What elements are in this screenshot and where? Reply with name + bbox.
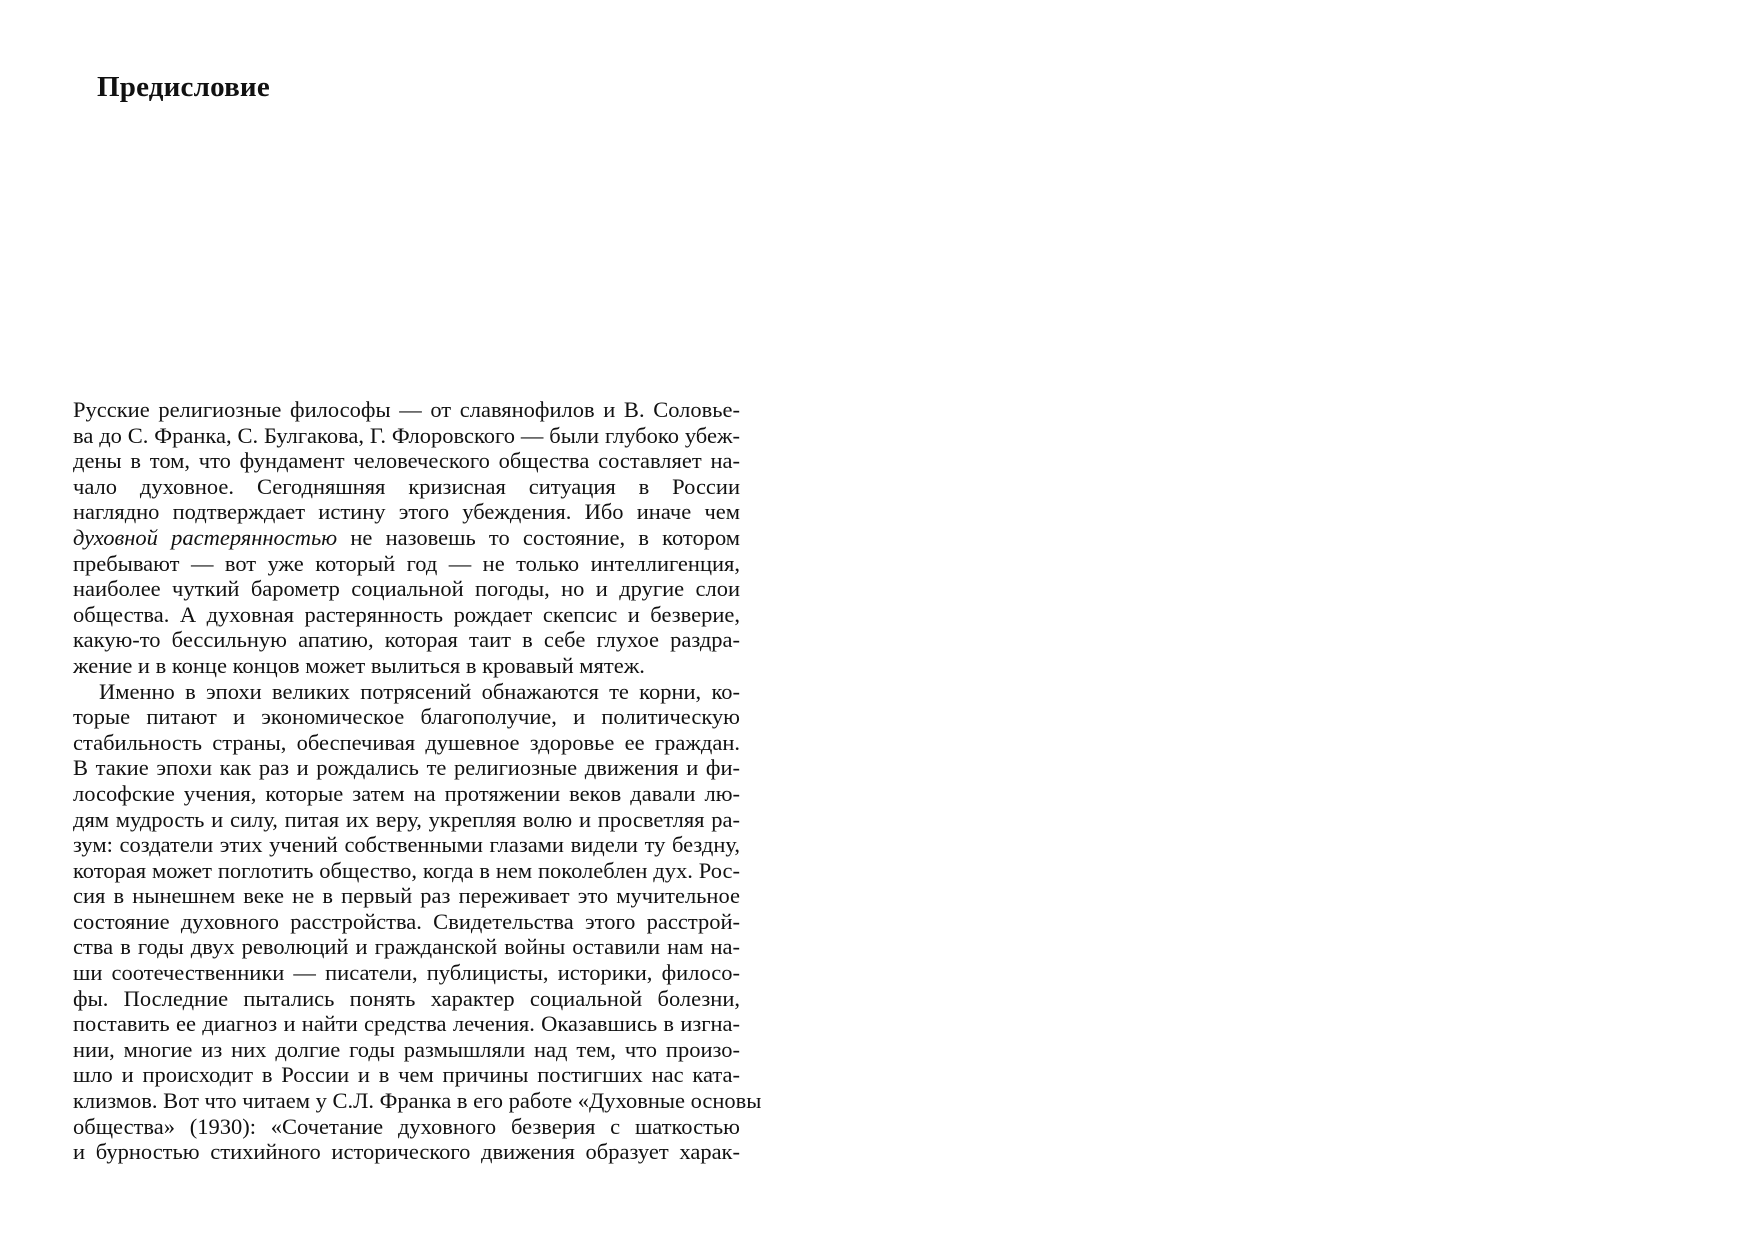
- text-line: общества» (1930): «Сочетание духовного безверия с шаткостью: [73, 1113, 740, 1139]
- text-line: которая может поглотить общество, когда в нем поколеблен дух. Рос-: [73, 857, 740, 883]
- text-line: Именно в эпохи великих потрясений обнажаются те корни, ко-: [99, 678, 740, 704]
- text-line: ства в годы двух революций и гражданской войны оставили нам на-: [73, 934, 740, 960]
- text-line: состояние духовного расстройства. Свидетельства этого расстрой-: [73, 908, 740, 934]
- text-line: нии, многие из них долгие годы размышляли над тем, что произо-: [73, 1036, 740, 1062]
- text-line-with-emphasis: [73, 525, 740, 551]
- text-line: жение и в конце концов может вылиться в кровавый мятеж.: [73, 652, 645, 678]
- emphasized-phrase: духовной растерянностью: [73, 524, 338, 550]
- text-line: фы. Последние пытались понять характер социальной болезни,: [73, 985, 740, 1011]
- text-line: и бурностью стихийного исторического движения образует харак-: [73, 1139, 740, 1165]
- text-line: общества. А духовная растерянность рождает скепсис и безверие,: [73, 601, 740, 627]
- text-line: зум: создатели этих учений собственными глазами видели ту бездну,: [73, 832, 740, 858]
- text-line: дены в том, что фундамент человеческого общества составляет на-: [73, 448, 740, 474]
- text-line: дям мудрость и силу, питая их веру, укрепляя волю и просветляя ра-: [73, 806, 740, 832]
- text-line: Русские религиозные философы — от славянофилов и В. Соловье-: [73, 397, 740, 422]
- text-line: В такие эпохи как раз и рождались те религиозные движения и фи-: [73, 755, 740, 781]
- text-line: чало духовное. Сегодняшняя кризисная ситуация в России: [73, 473, 740, 499]
- text-line: наиболее чуткий барометр социальной погоды, но и другие слои: [73, 576, 740, 602]
- text-line: стабильность страны, обеспечивая душевное здоровье ее граждан.: [73, 729, 740, 755]
- body-text: [73, 397, 762, 1165]
- text-line: наглядно подтверждает истину этого убеждения. Ибо иначе чем: [73, 499, 740, 525]
- paragraph-1: [73, 397, 740, 679]
- text-line: торые питают и экономическое благополучие, и политическую: [73, 704, 740, 730]
- text-line: поставить ее диагноз и найти средства лечения. Оказавшись в изгна-: [73, 1011, 740, 1037]
- text-line-remainder: не назовешь то состояние, в котором: [337, 524, 741, 550]
- text-line: ва до С. Франка, С. Булгакова, Г. Флоровского — были глубоко убеж-: [73, 422, 740, 448]
- text-line: шло и происходит в России и в чем причины постигших нас ката-: [73, 1062, 740, 1088]
- text-line: лософские учения, которые затем на протяжении веков давали лю-: [73, 780, 740, 806]
- text-line: клизмов. Вот что читаем у С.Л. Франка в его работе «Духовные основы: [73, 1088, 762, 1114]
- text-line: ши соотечественники — писатели, публицисты, историки, филосо-: [73, 960, 740, 986]
- text-line: пребывают — вот уже который год — не только интеллигенция,: [73, 550, 740, 576]
- text-line: сия в нынешнем веке не в первый раз переживает это мучительное: [73, 883, 740, 909]
- text-line: какую-то бессильную апатию, которая таит в себе глухое раздра-: [73, 627, 740, 653]
- page-title: Предисловие: [97, 71, 270, 103]
- paragraph-2: [73, 678, 762, 1165]
